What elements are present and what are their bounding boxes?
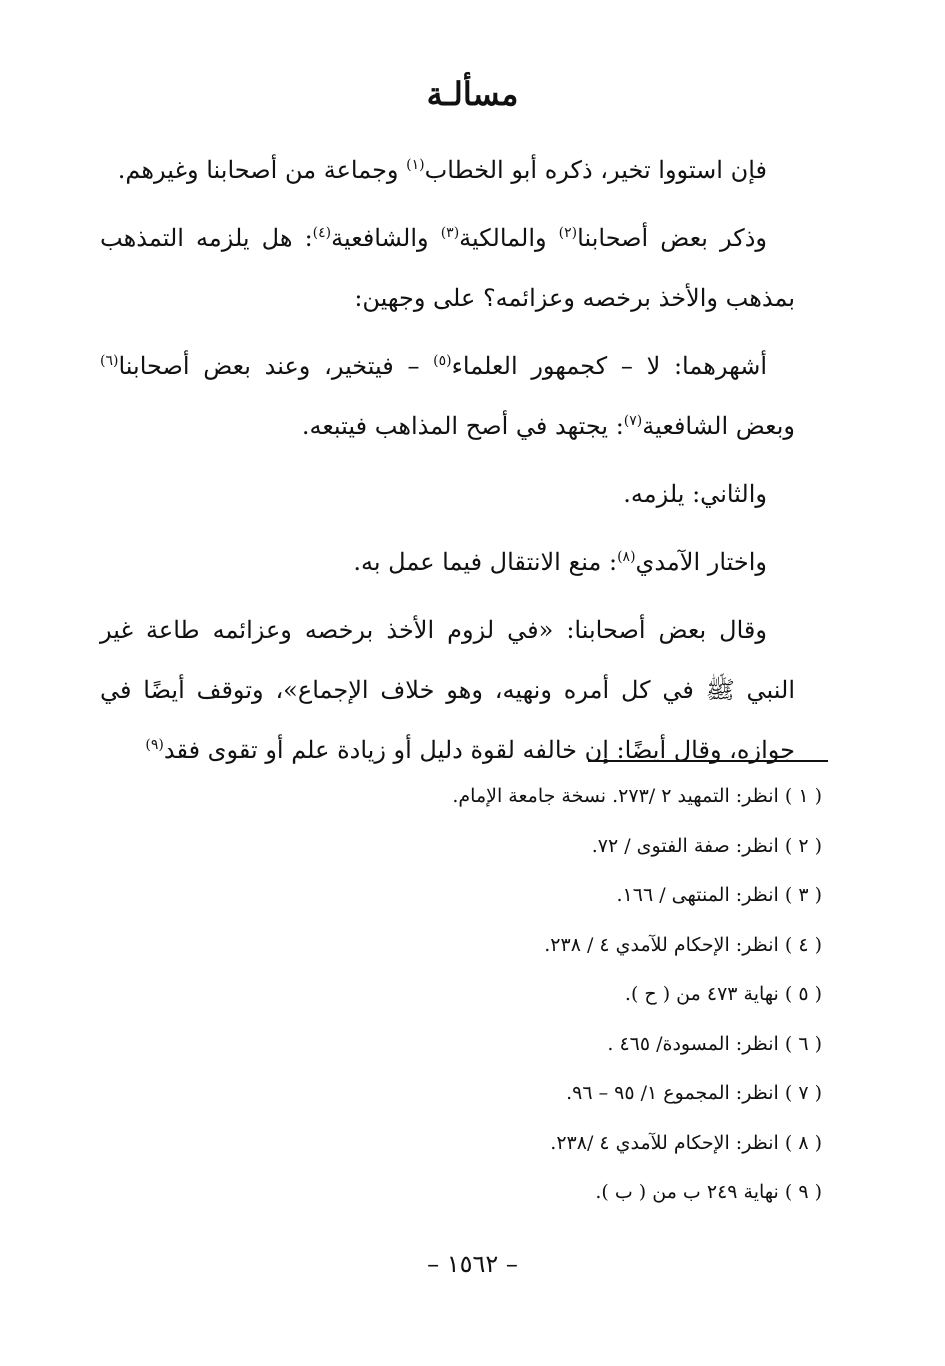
paragraph-3 bbox=[100, 336, 795, 456]
text-segment: وبعض الشافعية bbox=[642, 412, 795, 440]
footnote-4: ( ٤ ) انظر: الإحكام للآمدي ٤ / ٢٣٨. bbox=[544, 933, 822, 956]
text-segment: : يجتهد في أصح المذاهب فيتبعه. bbox=[301, 412, 624, 440]
paragraph-6 bbox=[100, 600, 795, 780]
text-segment: واختار الآمدي bbox=[635, 548, 767, 576]
main-text bbox=[100, 140, 795, 780]
footnote-ref: (٩) bbox=[145, 737, 164, 753]
text-segment: وذكر بعض أصحابنا bbox=[577, 224, 767, 252]
footnote-2: ( ٢ ) انظر: صفة الفتوى / ٧٢. bbox=[591, 834, 822, 857]
page-number: – ١٥٦٢ – bbox=[427, 1250, 518, 1278]
footnote-5: ( ٥ ) نهاية ٤٧٣ من ( ح ). bbox=[624, 983, 822, 1005]
footnote-ref: (٦) bbox=[100, 353, 119, 369]
footnote-1: ( ١ ) انظر: التمهيد ٢ /٢٧٣. نسخة جامعة الإمام. bbox=[452, 785, 822, 807]
footnote-divider bbox=[588, 760, 828, 762]
footnote-8: ( ٨ ) انظر: الإحكام للآمدي ٤ /٢٣٨. bbox=[550, 1131, 822, 1154]
footnote-ref: (٢) bbox=[558, 225, 578, 241]
text-segment: – فيتخير، وعند بعض أصحابنا bbox=[118, 352, 434, 380]
text-segment: وقال بعض أصحابنا: «في لزوم الأخذ برخصه وعزائمه طاعة غير النبي ﷺ في كل أمره ونهيه، وهو خلاف الإجماع»، وتوقف أيضًا في جوازه، وقال أيضًا: إن خالفه لقوة دليل أو زيادة علم أو تقوى فقد bbox=[100, 616, 795, 764]
footnote-ref: (٧) bbox=[623, 413, 643, 429]
footnote-9: ( ٩ ) نهاية ٢٤٩ ب من ( ب ). bbox=[595, 1181, 822, 1203]
text-segment: فإن استووا تخير، ذكره أبو الخطاب bbox=[424, 156, 767, 184]
paragraph-4: والثاني: يلزمه. bbox=[623, 480, 767, 508]
footnote-ref: (٣) bbox=[440, 225, 460, 241]
text-segment: : هل يلزمه التمذهب بمذهب والأخذ برخصه وعزائمه؟ على وجهين: bbox=[100, 224, 795, 312]
footnote-6: ( ٦ ) انظر: المسودة/ ٤٦٥ . bbox=[607, 1032, 822, 1055]
text-segment: والشافعية bbox=[331, 224, 441, 252]
footnote-ref: (٨) bbox=[617, 549, 636, 565]
paragraph-5 bbox=[100, 532, 795, 592]
footnote-7: ( ٧ ) انظر: المجموع ١/ ٩٥ – ٩٦. bbox=[566, 1082, 822, 1104]
footnote-ref: (٤) bbox=[312, 225, 332, 241]
footnotes bbox=[100, 776, 822, 1222]
text-segment: والمالكية bbox=[459, 224, 559, 252]
footnote-ref: (١) bbox=[406, 157, 425, 173]
text-segment: أشهرهما: لا – كجمهور العلماء bbox=[451, 352, 767, 380]
text-segment: : منع الانتقال فيما عمل به. bbox=[353, 548, 618, 576]
footnote-3: ( ٣ ) انظر: المنتهى / ١٦٦. bbox=[616, 884, 822, 906]
footnote-ref: (٥) bbox=[433, 353, 452, 369]
section-title: مسألـة bbox=[426, 75, 519, 113]
paragraph-2 bbox=[100, 208, 795, 328]
paragraph-1 bbox=[100, 140, 795, 200]
text-segment: وجماعة من أصحابنا وغيرهم. bbox=[117, 156, 407, 184]
